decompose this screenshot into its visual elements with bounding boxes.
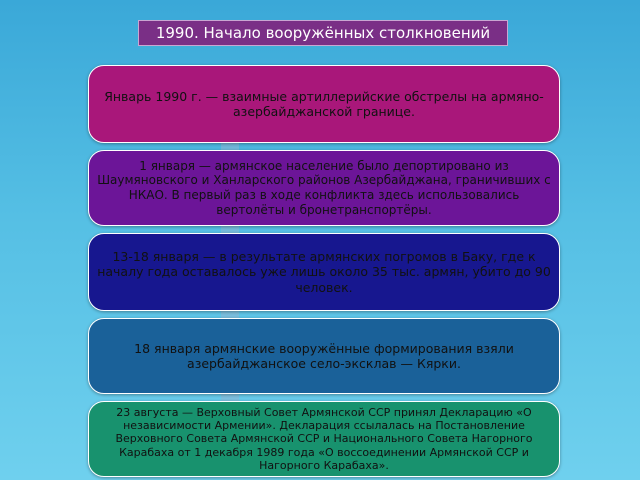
event-text: 13-18 января — в результате армянских погромов в Баку, где к началу года оставалось уже лишь около 35 тыс. армян, убито до 90 человек. (97, 249, 551, 295)
event-text: 23 августа — Верховный Совет Армянской ССР принял Декларацию «О независимости Армении». Декларация ссылалась на Постановление Верховного Совета Армянской ССР и Национального Совета Нагорного Карабаха от 1 декабря 1989 года «О воссоединении Армянской ССР и Нагорного Карабаха». (115, 406, 533, 472)
slide-title: 1990. Начало вооружённых столкновений (138, 20, 508, 46)
event-box-baku-pogroms (88, 233, 560, 311)
event-box-independence-declaration (88, 401, 560, 477)
event-box-kyarki (88, 318, 560, 394)
event-text: Январь 1990 г. — взаимные артиллерийские обстрелы на армяно-азербайджанской границе. (104, 88, 544, 119)
event-text: 1 января — армянское население было депортировано из Шаумяновского и Ханларского районов Азербайджана, граничивших с НКАО. В первый раз в ходе конфликта здесь использовались вертолёты и бронетранспортёры. (97, 158, 551, 217)
event-box-deportation (88, 150, 560, 226)
event-box-january-shelling (88, 65, 560, 143)
event-text: 18 января армянские вооружённые формирования взяли азербайджанское село-эксклав — Кярки. (134, 340, 514, 371)
